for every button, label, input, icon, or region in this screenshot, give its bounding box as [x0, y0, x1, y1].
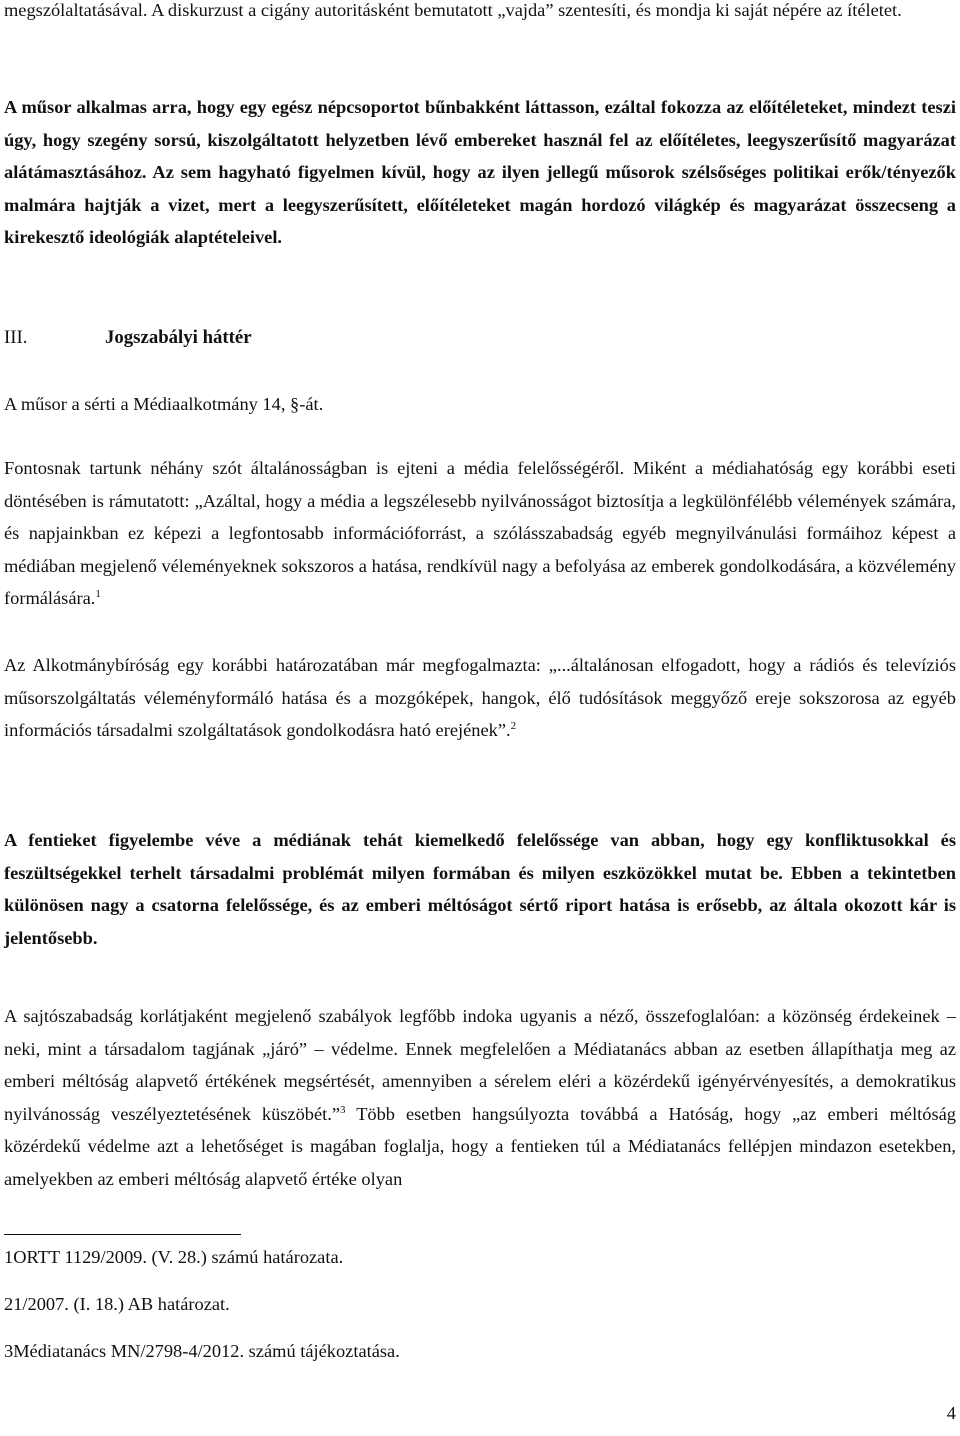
footnote-ref-3: 3: [340, 1103, 346, 1116]
footnote-separator: [4, 1234, 241, 1235]
footnote-2: 21/2007. (I. 18.) AB határozat.: [4, 1294, 230, 1314]
paragraph-program-criticism: A műsor alkalmas arra, hogy egy egész népcsoportot bűnbakként láttasson, ezáltal fokozza az előítéleteket, mindezt teszi úgy, hogy szegény sorsú, kiszolgáltatott helyzetben lévő embereket használ fel az előítéletes, leegyszerűsítő magyarázat alátámasztásához. Az sem hagyható figyelmen kívül, hogy az ilyen jellegű műsorok szélsőséges politikai erők/tényezők malmára hajtják a vizet, mert a leegyszerűsített, előítéleteket magán hordozó világkép és magyarázat összecseng a kirekesztő ideológiák alaptételeivel.: [4, 97, 956, 248]
paragraph-intro: megszólaltatásával. A diskurzust a cigány autoritásként bemutatott „vajda” szentesíti, és mondja ki saját népére az ítéletet.: [4, 0, 902, 20]
paragraph-media-responsibility: Fontosnak tartunk néhány szót általánosságban is ejteni a média felelősségéről. Miként a médiahatóság egy korábbi eseti döntésében is rámutatott: „Azáltal, hogy a média a legszélesebb nyilvánosságot biztosítja a legkülönfélébb vélemények számára, és napjainkban ez képezi a legfontosabb információforrást, a szólásszabadság egyéb megnyilvánulási formáihoz képest a médiában megjelenő véleményeknek sokszoros a hatása, rendkívül nagy a befolyása az emberek gondolkodására, a közvélemény formálására.$^1$: [4, 458, 956, 609]
section-title: Jogszabályi háttér: [105, 327, 252, 348]
paragraph-press-freedom: A sajtószabadság korlátjaként megjelenő szabályok legfőbb indoka ugyanis a néző, összefoglalóan: a közönség érdekeinek – neki, mint a társadalom tagjának „járó” – védelme. Ennek megfelelően a Médiatanács abban az esetben állapíthatja meg az emberi méltóság alapvető értékének megsértését, amennyiben a sérelem eléri a közérdekű igényérvényesítés, a demokratikus nyilvánosság veszélyeztetésének küszöbét.”$^3$ Több esetben hangsúlyozta továbbá a Hatóság, hogy „az emberi méltóság közérdekű védelme azt a lehetőséget is magában foglalja, hogy a fentieken túl a Médiatanács fellépjen mindazon esetekben, amelyekben az emberi méltóság alapvető értéke olyan: [4, 1006, 957, 1189]
section-number: III.: [4, 327, 28, 348]
paragraph-channel-responsibility: A fentieket figyelembe véve a médiának tehát kiemelkedő felelőssége van abban, hogy egy konfliktusokkal és feszültségekkel terhelt társadalmi problémát milyen formában és milyen eszközökkel mutat be. Ebben a tekintetben különösen nagy a csatorna felelőssége, és az emberi méltóságot sértő riport hatása is erősebb, az általa okozott kár is jelentősebb.: [4, 830, 956, 948]
paragraph-constitutional-court: Az Alkotmánybíróság egy korábbi határozatában már megfogalmazta: „...általánosan elfogadott, hogy a rádiós és televíziós műsorszolgáltatás véleményformáló hatása és a mozgóképek, hangok, élő tudósítások meggyőző ereje sokszorosa az egyéb információs társadalmi szolgáltatások gondolkodásra ható erejének”.$^2$: [4, 655, 956, 741]
footnote-ref-2: 2: [510, 720, 517, 733]
footnote-3: 3Médiatanács MN/2798-4/2012. számú tájékoztatása.: [4, 1341, 400, 1361]
page-number: 4: [946, 1403, 956, 1423]
footnote-1: 1ORTT 1129/2009. (V. 28.) számú határozata.: [4, 1247, 344, 1267]
footnote-ref-1: 1: [95, 588, 101, 601]
paragraph-legal-reference: A műsor a sérti a Médiaalkotmány 14, §-át.: [4, 394, 324, 414]
section-heading: [4, 322, 252, 354]
